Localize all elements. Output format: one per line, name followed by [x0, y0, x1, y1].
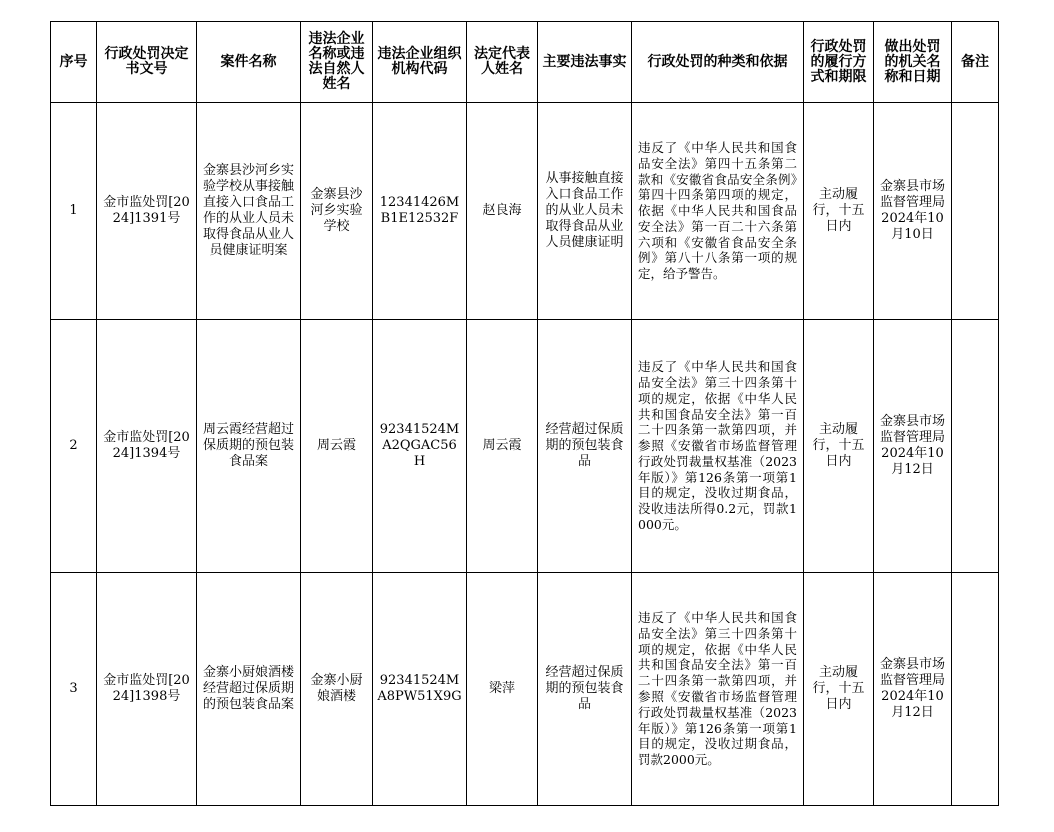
- cell-org-code: 92341524MA2QGAC56H: [373, 320, 467, 573]
- cell-basis: 违反了《中华人民共和国食品安全法》第三十四条第十项的规定，依据《中华人民共和国食品安全法》第一百二十四条第一款第四项，并参照《安徽省市场监督管理行政处罚裁量权基准（2023年版）》第126条第一项第1目的规定，没收过期食品，罚款2000元。: [632, 573, 804, 806]
- header-basis: 行政处罚的种类和依据: [632, 22, 804, 103]
- header-facts: 主要违法事实: [538, 22, 632, 103]
- cell-doc-no: 金市监处罚[2024]1394号: [97, 320, 197, 573]
- cell-fulfill: 主动履行，十五日内: [804, 573, 874, 806]
- header-remark: 备注: [952, 22, 999, 103]
- cell-seq: 1: [51, 103, 97, 320]
- cell-remark: [952, 320, 999, 573]
- cell-entity: 金寨县沙河乡实验学校: [301, 103, 373, 320]
- cell-legal-rep: 周云霞: [467, 320, 538, 573]
- table-row: [51, 320, 999, 573]
- cell-facts: 经营超过保质期的预包装食品: [538, 320, 632, 573]
- cell-facts: 从事接触直接入口食品工作的从业人员未取得食品从业人员健康证明: [538, 103, 632, 320]
- table-row: [51, 573, 999, 806]
- cell-entity: 金寨小厨娘酒楼: [301, 573, 373, 806]
- header-org-code: 违法企业组织机构代码: [373, 22, 467, 103]
- header-case-name: 案件名称: [197, 22, 301, 103]
- header-entity: 违法企业名称或违法自然人姓名: [301, 22, 373, 103]
- cell-legal-rep: 赵良海: [467, 103, 538, 320]
- cell-entity: 周云霞: [301, 320, 373, 573]
- cell-fulfill: 主动履行，十五日内: [804, 320, 874, 573]
- cell-authority: 金寨县市场监督管理局2024年10月10日: [874, 103, 952, 320]
- cell-legal-rep: 梁萍: [467, 573, 538, 806]
- cell-fulfill: 主动履行，十五日内: [804, 103, 874, 320]
- cell-org-code: 92341524MA8PW51X9G: [373, 573, 467, 806]
- header-fulfill: 行政处罚的履行方式和期限: [804, 22, 874, 103]
- cell-doc-no: 金市监处罚[2024]1398号: [97, 573, 197, 806]
- cell-remark: [952, 103, 999, 320]
- cell-basis: 违反了《中华人民共和国食品安全法》第三十四条第十项的规定，依据《中华人民共和国食品安全法》第一百二十四条第一款第四项，并参照《安徽省市场监督管理行政处罚裁量权基准（2023年版）》第126条第一项第1目的规定，没收过期食品，没收违法所得0.2元，罚款1000元。: [632, 320, 804, 573]
- cell-org-code: 12341426MB1E12532F: [373, 103, 467, 320]
- table-header-row: [51, 22, 999, 103]
- header-legal-rep: 法定代表人姓名: [467, 22, 538, 103]
- cell-basis: 违反了《中华人民共和国食品安全法》第四十五条第二款和《安徽省食品安全条例》第四十四条第四项的规定，依据《中华人民共和国食品安全法》第一百二十六条第六项和《安徽省食品安全条例》第八十八条第一项的规定，给予警告。: [632, 103, 804, 320]
- cell-case-name: 周云霞经营超过保质期的预包装食品案: [197, 320, 301, 573]
- cell-seq: 3: [51, 573, 97, 806]
- cell-doc-no: 金市监处罚[2024]1391号: [97, 103, 197, 320]
- cell-facts: 经营超过保质期的预包装食品: [538, 573, 632, 806]
- cell-authority: 金寨县市场监督管理局2024年10月12日: [874, 320, 952, 573]
- cell-seq: 2: [51, 320, 97, 573]
- header-authority: 做出处罚的机关名称和日期: [874, 22, 952, 103]
- table-row: [51, 103, 999, 320]
- penalty-table: [50, 21, 999, 806]
- cell-case-name: 金寨小厨娘酒楼经营超过保质期的预包装食品案: [197, 573, 301, 806]
- cell-authority: 金寨县市场监督管理局2024年10月12日: [874, 573, 952, 806]
- header-doc-no: 行政处罚决定书文号: [97, 22, 197, 103]
- header-seq: 序号: [51, 22, 97, 103]
- cell-remark: [952, 573, 999, 806]
- cell-case-name: 金寨县沙河乡实验学校从事接触直接入口食品工作的从业人员未取得食品从业人员健康证明案: [197, 103, 301, 320]
